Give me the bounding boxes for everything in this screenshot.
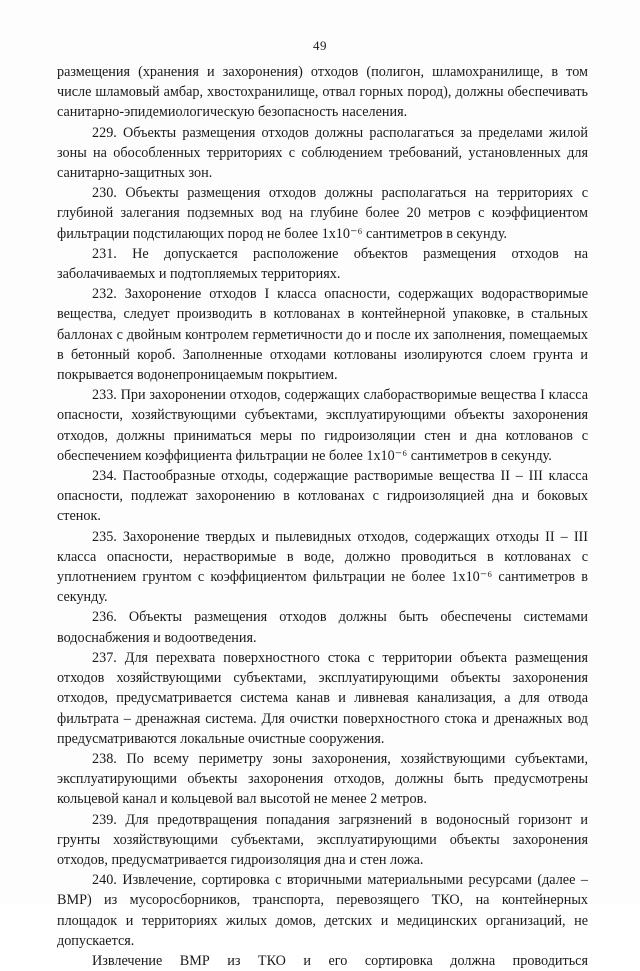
paragraph-229: 229. Объекты размещения отходов должны располагаться за пределами жилой зоны на обособленных территориях с соблюдением требований, установленных для санитарно-защитных зон.: [57, 124, 588, 182]
paragraph-continuation: размещения (хранения и захоронения) отходов (полигон, шламохранилище, в том числе шламовый амбар, хвостохранилище, отвал горных пород), должны обеспечивать санитарно-эпидемиологическую безопасность населения.: [57, 64, 588, 121]
paragraph-234: 234. Пастообразные отходы, содержащие растворимые вещества II – III класса опасности, подлежат захоронению в котлованах с гидроизоляцией дна и боковых стенок.: [57, 468, 588, 525]
paragraph-235: 235. Захоронение твердых и пылевидных отходов, содержащих отходы II – III класса опасности, нерастворимые в воде, должно проводиться в котлованах с уплотнением грунтом с коэффициентом фильтрации не более 1x10⁻⁶ сантиметров в секунду.: [57, 528, 588, 606]
paragraph-233: 233. При захоронении отходов, содержащих слаборастворимые вещества I класса опасности, хозяйствующими субъектами, эксплуатирующими объекты захоронения отходов, должны приниматься меры по гидроизоляции стен и дна котлованов с обеспечением коэффициента фильтрации не более 1x10⁻⁶ сантиметров в секунду.: [57, 387, 588, 464]
paragraph-238: 238. По всему периметру зоны захоронения, хозяйствующими субъектами, эксплуатирующими объекты захоронения отходов, должны быть предусмотрены кольцевой канал и кольцевой вал высотой не менее 2 метров.: [57, 750, 588, 808]
paragraph-240-continuation: Извлечение ВМР из ТКО и его сортировка должна проводиться: [92, 952, 588, 969]
paragraph-236: 236. Объекты размещения отходов должны быть обеспечены системами водоснабжения и водоотведения.: [57, 609, 588, 646]
paragraph-239: 239. Для предотвращения попадания загрязнений в водоносный горизонт и грунты хозяйствующими субъектами, эксплуатирующими объекты захоронения отходов, предусматривается гидроизоляция дна и стен ложа.: [57, 811, 588, 868]
paragraph-237: 237. Для перехвата поверхностного стока с территории объекта размещения отходов хозяйствующими субъектами, эксплуатирующими объекты захоронения отходов, предусматривается система канав и ливневая канализация, а для отвода фильтрата – дренажная система. Для очистки поверхностного стока и дренажных вод предусматриваются локальные очистные сооружения.: [57, 649, 588, 747]
document-body: [57, 62, 588, 971]
paragraph-231: 231. Не допускается расположение объектов размещения отходов на заболачиваемых и подтопляемых территориях.: [57, 245, 588, 283]
paragraph-232: 232. Захоронение отходов I класса опасности, содержащих водорастворимые вещества, следует производить в котлованах в контейнерной упаковке, в стальных баллонах с двойным контролем герметичности до и после их заполнения, помещаемых в бетонный короб. Заполненные отходами котлованы изолируются слоем грунта и покрывается водонепроницаемым покрытием.: [57, 286, 588, 384]
page-number: 49: [313, 38, 327, 53]
paragraph-240: 240. Извлечение, сортировка с вторичными материальными ресурсами (далее – ВМР) из мусоросборников, транспорта, перевозящего ТКО, на контейнерных площадок и территориях жилых домов, детских и медицинских организаций, не допускается.: [57, 872, 588, 949]
paragraph-230: 230. Объекты размещения отходов должны располагаться на территориях с глубиной залегания подземных вод на глубине более 20 метров с коэффициентом фильтрации подстилающих пород не более 1x10⁻⁶ сантиметров в секунду.: [57, 185, 588, 242]
